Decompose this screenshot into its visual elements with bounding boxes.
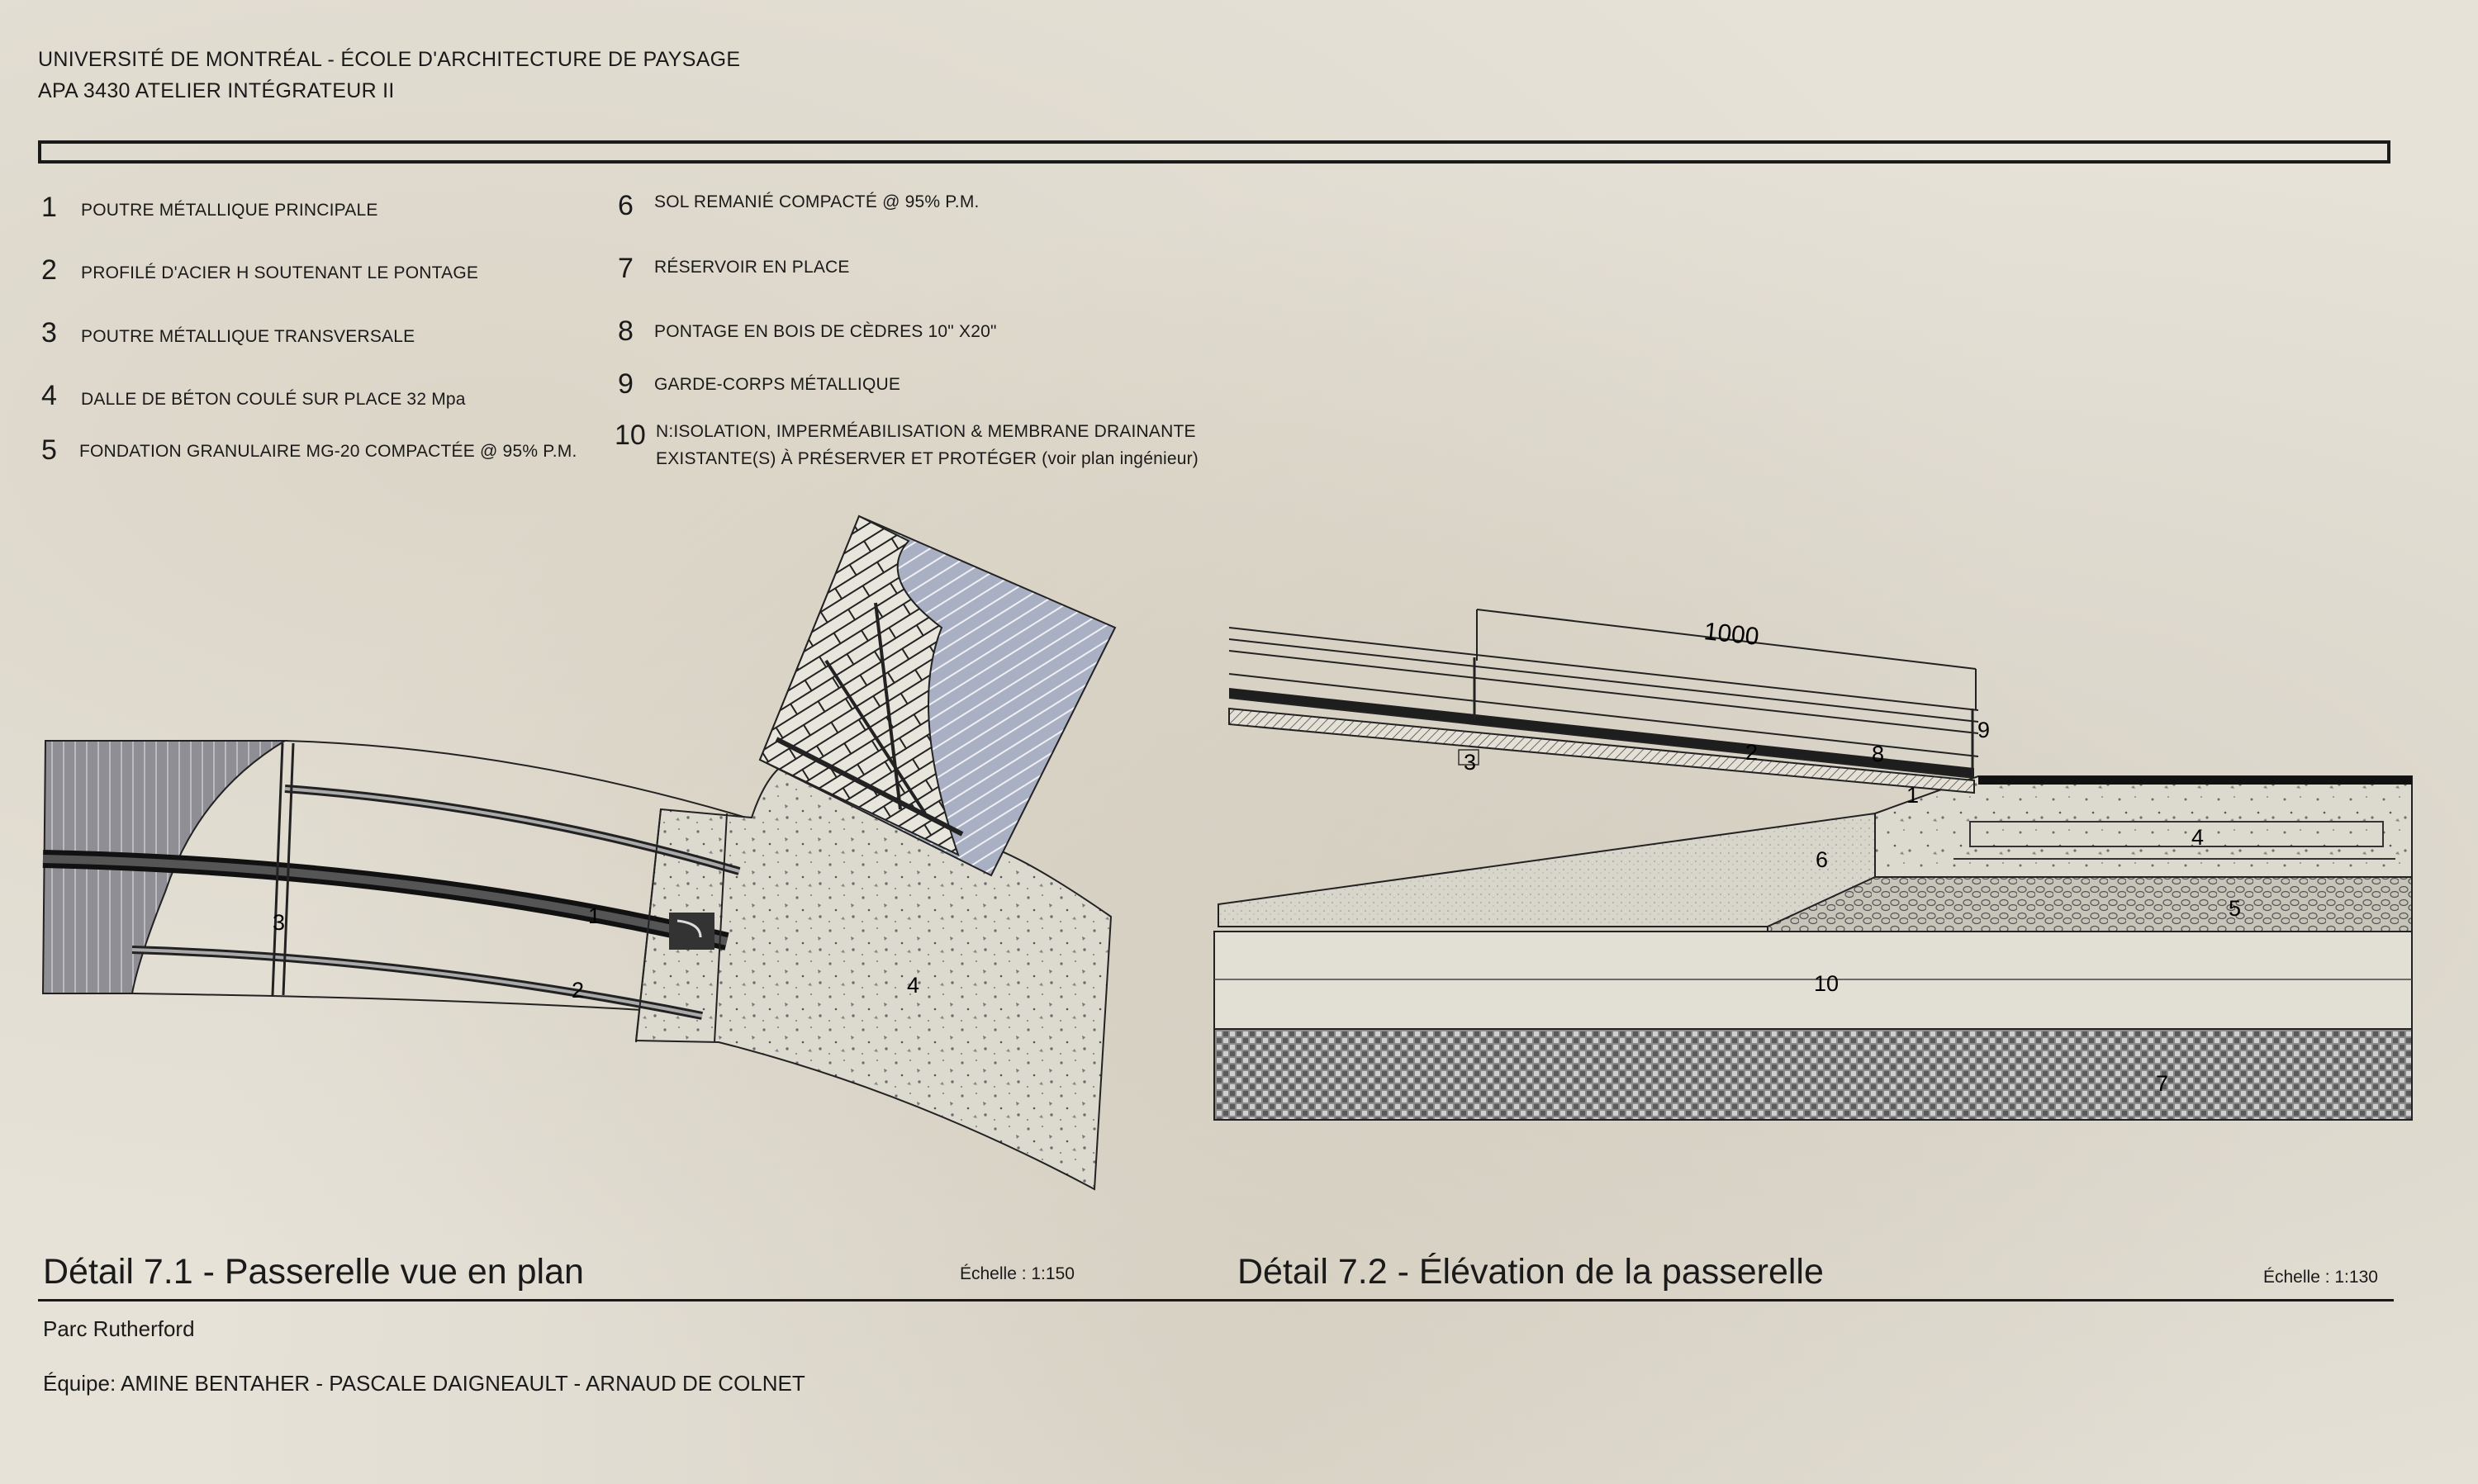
plan-label: 1 [588,903,601,928]
elevation-label: 6 [1816,847,1829,872]
school-title: UNIVERSITÉ DE MONTRÉAL - ÉCOLE D'ARCHITECTURE DE PAYSAGE [38,48,741,71]
legend-text: N:ISOLATION, IMPERMÉABILISATION & MEMBRANE DRAINANTE [656,422,1196,441]
elevation-scale: Échelle : 1:130 [2263,1268,2378,1287]
legend-num: 7 [618,253,634,284]
plan-label: 2 [572,978,585,1003]
elevation-label: 4 [2191,825,2205,850]
plan-scale: Échelle : 1:150 [960,1264,1075,1283]
elevation-drawing [1206,595,2420,1131]
course-title: APA 3430 ATELIER INTÉGRATEUR II [38,79,395,102]
legend-num: 8 [618,315,634,347]
legend-text: SOL REMANIÉ COMPACTÉ @ 95% P.M. [654,192,980,211]
plan-title: Détail 7.1 - Passerelle vue en plan [43,1252,584,1292]
legend-text: POUTRE MÉTALLIQUE TRANSVERSALE [81,327,415,346]
elevation-label: 9 [1977,718,1991,742]
title-rule [38,1299,2394,1301]
elevation-label: 8 [1872,742,1885,766]
elevation-title: Détail 7.2 - Élévation de la passerelle [1237,1252,1824,1292]
legend-text: FONDATION GRANULAIRE MG-20 COMPACTÉE @ 95% P.M. [79,442,577,461]
legend-text: PROFILÉ D'ACIER H SOUTENANT LE PONTAGE [81,263,479,282]
elevation-label: 5 [2229,896,2242,921]
dimension-label: 1000 [1702,618,1761,651]
plan-label: 4 [907,973,920,998]
legend-num: 2 [41,254,57,286]
elevation-label: 1 [1906,783,1920,808]
team-names: Équipe: AMINE BENTAHER - PASCALE DAIGNEAULT - ARNAUD DE COLNET [43,1371,805,1396]
elevation-label: 2 [1745,740,1759,765]
elevation-label: 10 [1814,971,1840,996]
elevation-label: 7 [2156,1071,2169,1096]
legend-num: 4 [41,380,57,411]
legend-text: RÉSERVOIR EN PLACE [654,258,850,277]
legend-num: 1 [41,192,57,223]
title-bar [38,140,2390,164]
legend-text: GARDE-CORPS MÉTALLIQUE [654,375,901,394]
plan-drawing [0,495,1156,1239]
site-name: Parc Rutherford [43,1316,195,1341]
plan-label: 3 [273,910,286,935]
legend-num: 6 [618,190,634,221]
legend-num: 3 [41,317,57,348]
legend-num: 10 [615,420,646,451]
legend-num: 5 [41,434,57,466]
legend-text: POUTRE MÉTALLIQUE PRINCIPALE [81,201,378,220]
legend-text: PONTAGE EN BOIS DE CÈDRES 10" X20" [654,322,997,341]
legend-text: DALLE DE BÉTON COULÉ SUR PLACE 32 Mpa [81,390,466,409]
legend-num: 9 [618,368,634,400]
legend-text: EXISTANTE(S) À PRÉSERVER ET PROTÉGER (voir plan ingénieur) [656,449,1199,468]
elevation-label: 3 [1464,750,1477,775]
